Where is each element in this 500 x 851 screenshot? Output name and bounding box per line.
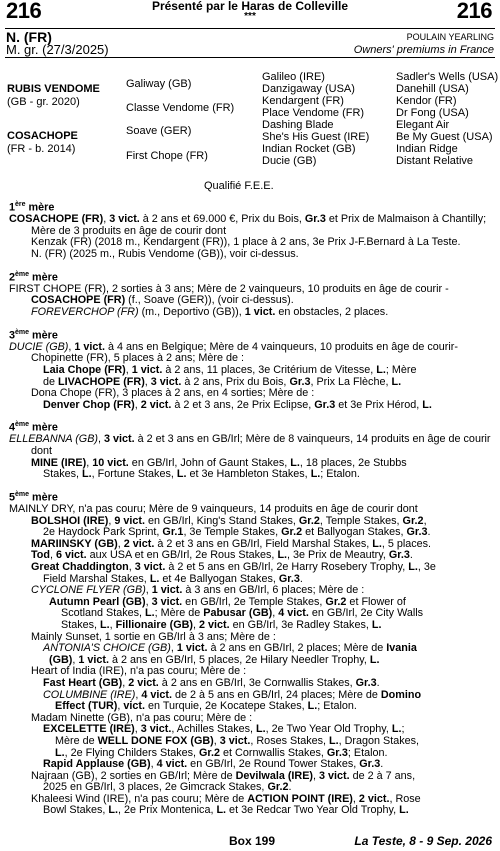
m4-produce-1b: Stakes, L., Fortune Stakes, L. et 3e Hambleton Stakes, L.; Etalon. [43,468,360,481]
horse-category: POULAIN YEARLING [406,32,494,42]
m4-entry: ELLEBANNA (GB), 3 vict. à 2 et 3 ans en GB/Irl; Mère de 8 vainqueurs, 14 produits en âge de courir dont [9,433,491,458]
dam-name: COSACHOPE [7,130,78,142]
gen2-2: Soave (GER) [126,125,192,137]
m5-great-chaddington: Great Chaddington, 3 vict. à 2 et 5 ans en GB/Irl, 2e Harry Rosebery Trophy, L., 3e [31,561,436,573]
m5-najraan: Najraan (GB), 2 sorties en GB/Irl; Mère de Devilwala (IRE), 3 vict. de 2 à 7 ans, [31,769,416,782]
m5-bolshoi: BOLSHOI (IRE), 9 vict. en GB/Irl, King's Stand Stakes, Gr.2, Temple Stakes, Gr.2, [31,514,427,527]
gen4-6: Indian Ridge [396,143,458,155]
m3-produce-1: Chopinette (FR), 5 places à 2 ans; Mère de : [31,352,245,365]
m3-produce-1a: Laia Chope (FR), 1 vict. à 2 ans, 11 places, 3e Critérium de Vitesse, L.; Mère [43,363,417,376]
gen4-2: Kendor (FR) [396,95,457,107]
sire-name: RUBIS VENDOME [7,83,100,95]
m2-produce-2: FOREVERCHOP (FR) (m., Deportivo (GB)), 1 vict. en obstacles, 2 places. [31,305,389,318]
gen3-6: Indian Rocket (GB) [262,143,356,155]
dam-info: (FR - b. 2014) [7,143,76,155]
gen4-1: Danehill (USA) [396,83,469,95]
m3-produce-2a: Denver Chop (FR), 2 vict. à 2 et 3 ans, 2e Prix Eclipse, Gr.3 et 3e Prix Hérod, L. [43,398,432,411]
gen4-3: Dr Fong (USA) [396,107,469,119]
section-4: 4ème mère [9,421,58,434]
m5-excelette-cont: Mère de WELL DONE FOX (GB), 3 vict., Roses Stakes, L., Dragon Stakes, [55,734,420,747]
gen3-5: She's His Guest (IRE) [262,131,370,143]
gen3-4: Dashing Blade [262,119,334,131]
m5-columbine-cont: Effect (TUR), vict. en Turquie, 2e Kocatepe Stakes, L.; Etalon. [55,700,357,713]
footer-box: Box 199 [229,834,276,848]
gen4-7: Distant Relative [396,155,474,167]
owners-premium: Owners' premiums in France [353,44,494,56]
gen3-3: Place Vendome (FR) [262,107,365,119]
m5-entry: MAINLY DRY, n'a pas couru; Mère de 9 vainqueurs, 14 produits en âge de courir dont [9,503,418,516]
m1-produce-2: N. (FR) (2025 m., Rubis Vendome (GB)), voir ci-dessus. [31,247,299,260]
m3-entry: DUCIE (GB), 1 vict. à 4 ans en Belgique; Mère de 4 vainqueurs, 10 produits en âge de courir- [9,340,458,353]
m2-entry: FIRST CHOPE (FR), 2 sorties à 3 ans; Mère de 2 vainqueurs, 10 produits en âge de courir - [9,282,449,295]
m5-bolshoi-cont: 2e Haydock Park Sprint, Gr.1, 3e Temple Stakes, Gr.2 et Ballyogan Stakes, Gr.3. [43,526,431,539]
m1-entry: COSACHOPE (FR), 3 vict. à 2 ans et 69.000 €, Prix du Bois, Gr.3 et Prix de Malmaison à Chantilly; Mère de 3 produits en âge de courir dont [9,213,487,237]
m5-antonias-choice: ANTONIA'S CHOICE (GB), 1 vict. à 2 ans en GB/Irl, 2 places; Mère de Ivania [43,642,417,655]
presenter-line [0,0,500,21]
gen4-0: Sadler's Wells (USA) [396,71,499,83]
header-rule [5,28,495,29]
m5-mainly-sunset: Mainly Sunset, 1 sortie en GB/Irl à 3 ans; Mère de : [31,630,276,643]
lot-number-left: 216 [6,0,42,23]
section-1: 1ère mère [9,201,55,214]
m5-khaleesi-wind: Khaleesi Wind (IRE), n'a pas couru; Mère de ACTION POINT (IRE), 2 vict., Rose [31,792,421,805]
qualifie-fee: Qualifié F.E.E. [204,180,274,192]
m1-produce-1: Kenzak (FR) (2018 m., Kendargent (FR)), 1 place à 2 ans, 3e Prix J-F.Bernard à La Teste. [31,236,461,249]
m5-heart-of-india: Heart of India (IRE), n'a pas couru; Mère de : [31,665,247,678]
gen3-7: Ducie (GB) [262,155,317,167]
presented-by: Présenté par le Haras de Colleville [151,0,349,13]
m5-khaleesi-wind-cont: Bowl Stakes, L., 2e Prix Montenica, L. et 3e Redcar Two Year Old Trophy, L. [43,804,409,817]
section-3: 3ème mère [9,328,58,342]
gen4-4: Elegant Air [396,119,450,131]
sire-info: (GB - gr. 2020) [7,96,80,108]
m5-fast-heart: Fast Heart (GB), 2 vict. à 2 ans en GB/Irl, 3e Cornwallis Stakes, Gr.3. [43,676,380,689]
gen2-1: Classe Vendome (FR) [126,102,235,114]
dam-line-text [9,199,491,817]
section-5: 5ème mère [9,490,58,504]
m3-produce-2: Dona Chope (FR), 3 places à 2 ans, en 4 sorties; Mère de : [31,387,315,400]
gen3-0: Galileo (IRE) [262,71,325,83]
gen3-1: Danzigaway (USA) [262,83,355,95]
section-2: 2ème mère [9,270,58,284]
footer-sale: La Teste, 8 - 9 Sep. 2026 [354,834,492,848]
m5-rapid-applause: Rapid Applause (GB), 4 vict. en GB/Irl, 2e Round Tower Stakes, Gr.3. [43,758,384,771]
m5-columbine: COLUMBINE (IRE), 4 vict. de 2 à 5 ans en GB/Irl, 24 places; Mère de Domino [43,688,422,701]
m5-cyclone-flyer: CYCLONE FLYER (GB), 1 vict. à 3 ans en GB/Irl, 6 places; Mère de : [31,584,365,597]
horse-description: M. gr. (27/3/2025) [6,42,109,57]
m3-produce-1b: de LIVACHOPE (FR), 3 vict. à 2 ans, Prix du Bois, Gr.3, Prix La Flèche, L. [43,375,402,388]
m5-tod: Tod, 6 vict. aux USA et en GB/Irl, 2e Rous Stakes, L., 3e Prix de Meautry, Gr.3. [31,549,413,562]
stars: *** [244,11,256,22]
gen4-5: Be My Guest (USA) [396,131,493,143]
gen3-2: Kendargent (FR) [262,95,344,107]
m4-produce-1: MINE (IRE), 10 vict. en GB/Irl, John of Gaunt Stakes, L., 18 places, 2e Stubbs [31,456,407,469]
gen2-3: First Chope (FR) [126,150,208,162]
horse-name: N. (FR) [6,29,52,45]
m5-madam-ninette: Madam Ninette (GB), n'a pas couru; Mère de : [31,711,253,724]
m5-autumn-pearl: Autumn Pearl (GB), 3 vict. en GB/Irl, 2e Temple Stakes, Gr.2 et Flower of [49,595,406,608]
gen2-0: Galiway (GB) [126,78,192,90]
m5-great-chaddington-cont: Field Marshal Stakes, L. et 4e Ballyogan Stakes, Gr.3. [43,572,303,585]
m2-produce-1: COSACHOPE (FR) (f., Soave (GER)), (voir ci-dessus). [31,294,294,307]
m5-excelette: EXCELETTE (IRE), 3 vict., Achilles Stakes, L., 2e Two Year Old Trophy, L.; [43,723,405,736]
lot-number-right: 216 [456,0,492,23]
m5-mariinsky: MARIINSKY (GB), 2 vict. à 2 et 3 ans en GB/Irl, Field Marshal Stakes, L., 5 places. [31,537,432,550]
m5-antonias-choice-cont: (GB), 1 vict. à 2 ans en GB/Irl, 5 places, 2e Hilary Needler Trophy, L. [49,653,380,666]
m5-najraan-cont: 2025 en GB/Irl, 3 places, 2e Gimcrack Stakes, Gr.2. [43,781,292,794]
m5-excelette-cont2: L., 2e Flying Childers Stakes, Gr.2 et Cornwallis Stakes, Gr.3; Etalon. [55,746,388,759]
pedigree-rule [5,57,495,58]
m5-autumn-pearl-cont2: Stakes, L., Fillionaire (GB), 2 vict. en GB/Irl, 3e Radley Stakes, L. [61,618,382,631]
m5-autumn-pearl-cont: Scotland Stakes, L.; Mère de Pabusar (GB), 4 vict. en GB/Irl, 2e City Walls [61,607,424,620]
